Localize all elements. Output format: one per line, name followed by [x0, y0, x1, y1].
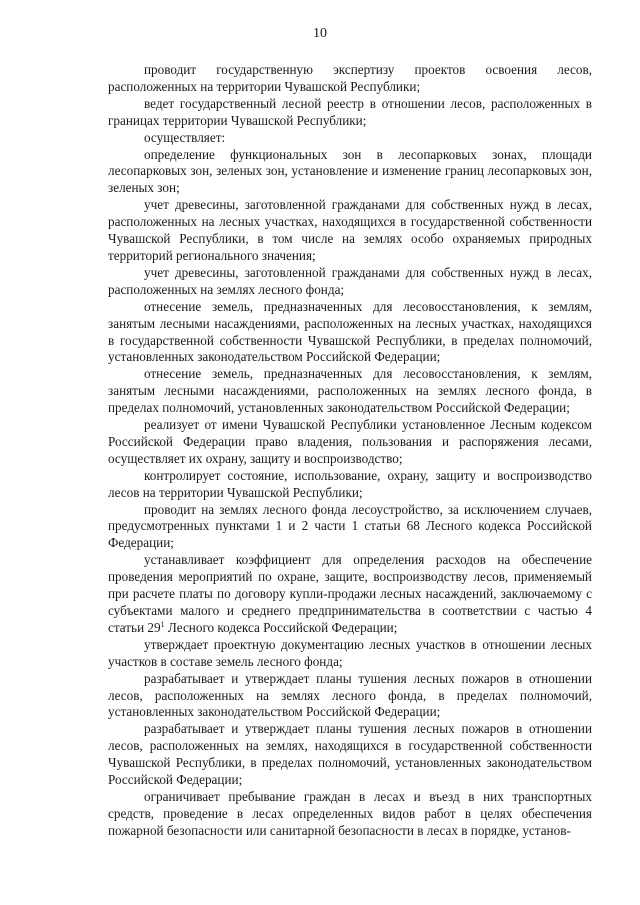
paragraph: осуществляет:: [144, 129, 226, 145]
paragraph-text: Лесного кодекса Российской Федерации;: [164, 619, 398, 635]
paragraph: учет древесины, заготовленной гражданами для собственных нужд в лесах, расположенных на землях лесного фонда;: [108, 264, 592, 297]
paragraph: ведет государственный лесной реестр в отношении лесов, расположенных в границах территории Чувашской Республики;: [108, 95, 592, 128]
paragraph: реализует от имени Чувашской Республики установленное Лесным кодексом Российской Федерации право владения, пользования и распоряжения лесами, осуществляет их охрану, защиту и воспроизводство;: [108, 417, 592, 466]
paragraph: определение функциональных зон в лесопарковых зонах, площади лесопарковых зон, зеленых зон, установление и изменение границ лесопарковых зон, зеленых зон;: [108, 146, 592, 196]
paragraph: контролирует состояние, использование, охрану, защиту и воспроизводство лесов на территории Чувашской Республики;: [108, 467, 592, 500]
paragraph: учет древесины, заготовленной гражданами для собственных нужд в лесах, расположенных на лесных участках, находящихся в государственной собственности Чувашской Республики, в том числе на землях особо охраняемых природных территорий регионального значения;: [108, 197, 592, 263]
paragraph: ограничивает пребывание граждан в лесах и въезд в них транспортных средств, проведение в лесах определенных видов работ в целях обеспечения пожарной безопасности или санитарной безопасности в лесах в порядке, установ-: [108, 788, 592, 838]
superscript: 1: [160, 619, 165, 629]
page-number: 10: [313, 26, 327, 41]
paragraph: утверждает проектную документацию лесных участков в отношении лесных участков в составе земель лесного фонда;: [108, 636, 592, 669]
paragraph-with-superscript: [108, 552, 592, 637]
paragraph: проводит на землях лесного фонда лесоустройство, за исключением случаев, предусмотренных пунктами 1 и 2 части 1 статьи 68 Лесного кодекса Российской Федерации;: [108, 501, 592, 551]
paragraph: разрабатывает и утверждает планы тушения лесных пожаров в отношении лесов, расположенных на землях, находящихся в государственной собственности Чувашской Республики, в пределах полномочий, установленных законодательством Российской Федерации;: [108, 721, 592, 788]
paragraph: проводит государственную экспертизу проектов освоения лесов, расположенных на территории Чувашской Республики;: [108, 62, 592, 94]
paragraph-text: устанавливает коэффициент для определения расходов на обеспечение проведения мероприятий по охране, защите, воспроизводству лесов, применяемый при расчете платы по договору купли-продажи лесных насаждений, заключаемому с субъектами малого и среднего предпринимательства в соответствии с частью 4 статьи 29: [108, 552, 592, 635]
body-text: [108, 62, 592, 840]
paragraph: отнесение земель, предназначенных для лесовосстановления, к землям, занятым лесными насаждениями, расположенных на лесных участках, находящихся в государственной собственности Чувашской Республики, в пределах полномочий, установленных законодательством Российской Федерации;: [108, 298, 592, 365]
paragraph: отнесение земель, предназначенных для лесовосстановления, к землям, занятым лесными насаждениями, расположенных на землях лесного фонда, в пределах полномочий, установленных законодательством Российской Федерации;: [108, 366, 592, 416]
paragraph: разрабатывает и утверждает планы тушения лесных пожаров в отношении лесов, расположенных на землях лесного фонда, в пределах полномочий, установленных законодательством Российской Федерации;: [108, 670, 592, 720]
